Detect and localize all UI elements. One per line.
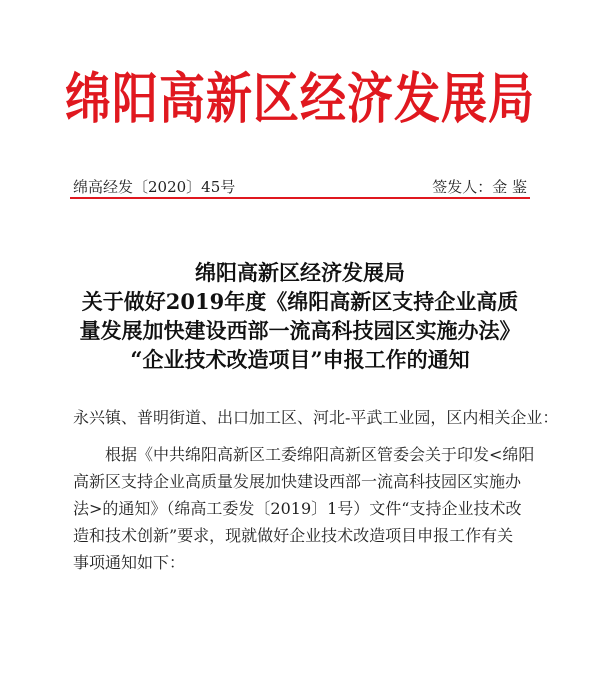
paragraph-line: 法>的通知》（绵高工委发〔2019〕1号）文件“支持企业技术改 bbox=[73, 499, 522, 518]
paragraph-line: 根据《中共绵阳高新区工委绵阳高新区管委会关于印发<绵阳 bbox=[105, 445, 535, 464]
notice-title bbox=[70, 258, 530, 374]
paragraph-line: 事项通知如下： bbox=[73, 553, 186, 572]
body-paragraph bbox=[73, 441, 535, 576]
title-line: 关于做好2019年度《绵阳高新区支持企业高质 bbox=[81, 289, 519, 314]
addressee: 永兴镇、普明街道、出口加工区、河北-平武工业园，区内相关企业： bbox=[73, 408, 559, 427]
paragraph-line: 造和技术创新”要求，现就做好企业技术改造项目申报工作有关 bbox=[73, 526, 514, 545]
document-info-line bbox=[73, 176, 527, 197]
title-line: 量发展加快建设西部一流高科技园区实施办法》 bbox=[79, 318, 521, 343]
signer: 签发人：金 鉴 bbox=[432, 178, 527, 196]
red-divider bbox=[70, 197, 530, 199]
title-line: 绵阳高新区经济发展局 bbox=[195, 260, 405, 285]
notice-body bbox=[73, 404, 559, 576]
title-line: “企业技术改造项目”申报工作的通知 bbox=[130, 347, 470, 372]
issuer-heading: 绵阳高新区经济发展局 bbox=[65, 66, 535, 131]
document-number: 绵高经发〔2020〕45号 bbox=[73, 178, 236, 196]
paragraph-line: 高新区支持企业高质量发展加快建设西部一流高科技园区实施办 bbox=[73, 472, 522, 491]
